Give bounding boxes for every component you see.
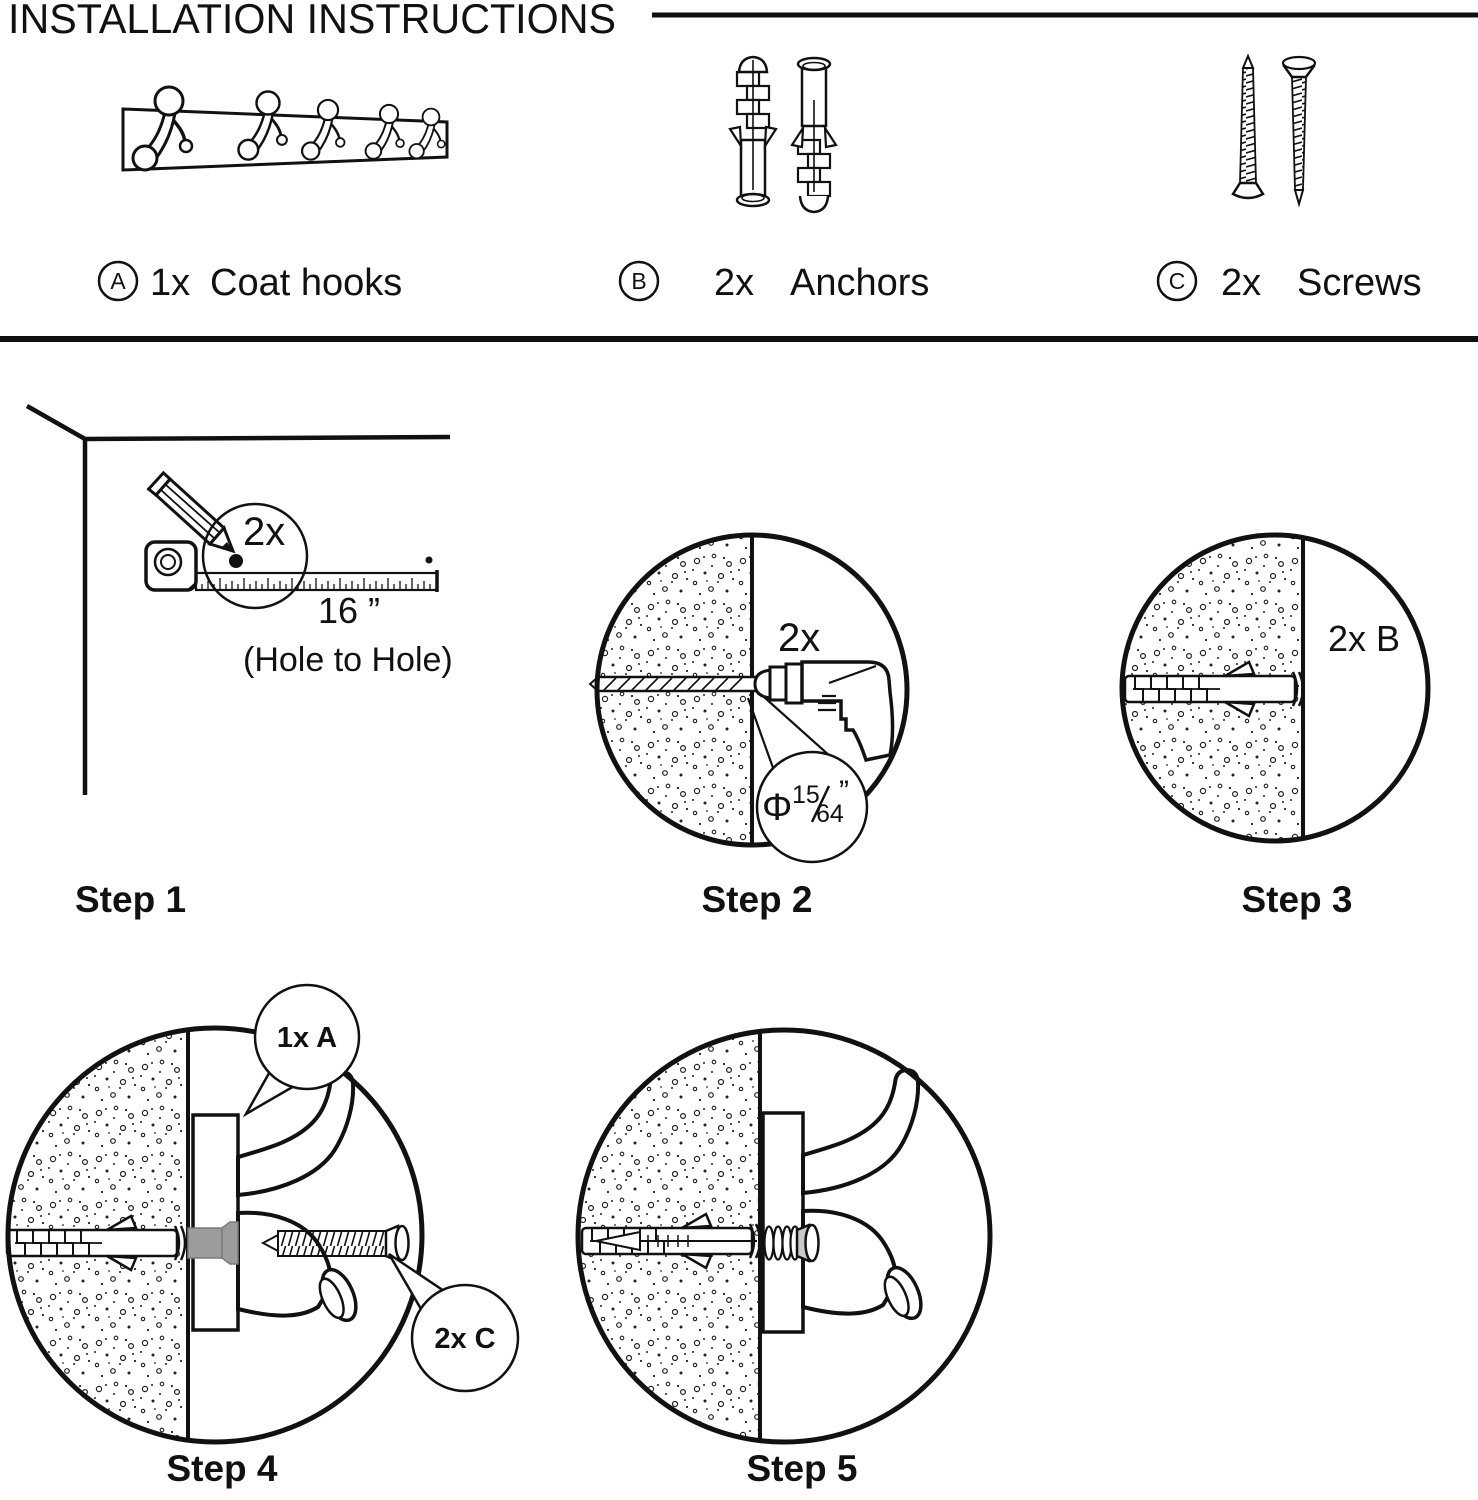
screw-icon [263, 1226, 409, 1261]
screw-callout-label: 2x C [434, 1323, 496, 1355]
hidden-screw-shading [188, 1222, 238, 1264]
distance-note: (Hole to Hole) [243, 641, 453, 679]
tape-measure-icon [146, 542, 437, 592]
second-mark-dot [426, 557, 433, 564]
part-screws [1158, 56, 1422, 304]
part-qty-b: 2x [714, 262, 755, 304]
part-qty-c: 2x [1221, 262, 1262, 304]
step-1 [27, 406, 453, 920]
part-anchors [620, 57, 929, 304]
part-name-b: Anchors [790, 262, 930, 304]
part-letter-b: B [631, 268, 647, 294]
diameter-unit: ” [839, 775, 849, 808]
holes-qty-label: 2x [778, 616, 821, 660]
part-name-c: Screws [1297, 262, 1422, 304]
parts-list [99, 56, 1422, 304]
part-name-a: Coat hooks [210, 262, 403, 304]
step-4-label: Step 4 [166, 1448, 278, 1489]
step-4 [7, 985, 518, 1489]
wall-corner-icon [27, 406, 450, 795]
anchors-icon [730, 57, 836, 212]
screws-icon [1233, 56, 1315, 204]
diameter-numerator: 15 [792, 781, 820, 809]
step-5-label: Step 5 [746, 1448, 858, 1489]
part-label-b [620, 262, 929, 304]
part-label-a [99, 262, 402, 304]
step-2 [590, 535, 907, 920]
screw-through-board [765, 1225, 819, 1261]
coat-hook-side-icon [803, 1070, 928, 1325]
screw-callout-bubble [389, 1254, 518, 1391]
anchors-qty-label: 2x B [1328, 618, 1401, 659]
part-letter-c: C [1168, 268, 1186, 294]
part-label-c [1158, 262, 1422, 304]
step-3-label: Step 3 [1241, 879, 1353, 920]
hook-backplate [763, 1113, 803, 1332]
coat-hook-side-icon [238, 1072, 363, 1327]
diameter-symbol: Φ [762, 787, 793, 829]
step-5 [578, 1030, 990, 1489]
header [8, 0, 1478, 42]
rack-callout-label: 1x A [276, 1022, 338, 1054]
coat-hook-rack-icon [123, 87, 447, 170]
step-3 [1122, 535, 1428, 920]
step-1-label: Step 1 [75, 879, 187, 920]
part-qty-a: 1x [150, 262, 191, 304]
marks-qty-label: 2x [243, 510, 286, 554]
step-2-label: Step 2 [701, 879, 813, 920]
part-coat-hooks [99, 87, 447, 304]
distance-label: 16 ” [318, 590, 381, 631]
diameter-denominator: 64 [816, 800, 844, 828]
part-letter-a: A [110, 268, 126, 294]
pencil-icon [149, 473, 233, 551]
pencil-mark-dot [229, 554, 243, 568]
page-title: INSTALLATION INSTRUCTIONS [8, 0, 616, 42]
